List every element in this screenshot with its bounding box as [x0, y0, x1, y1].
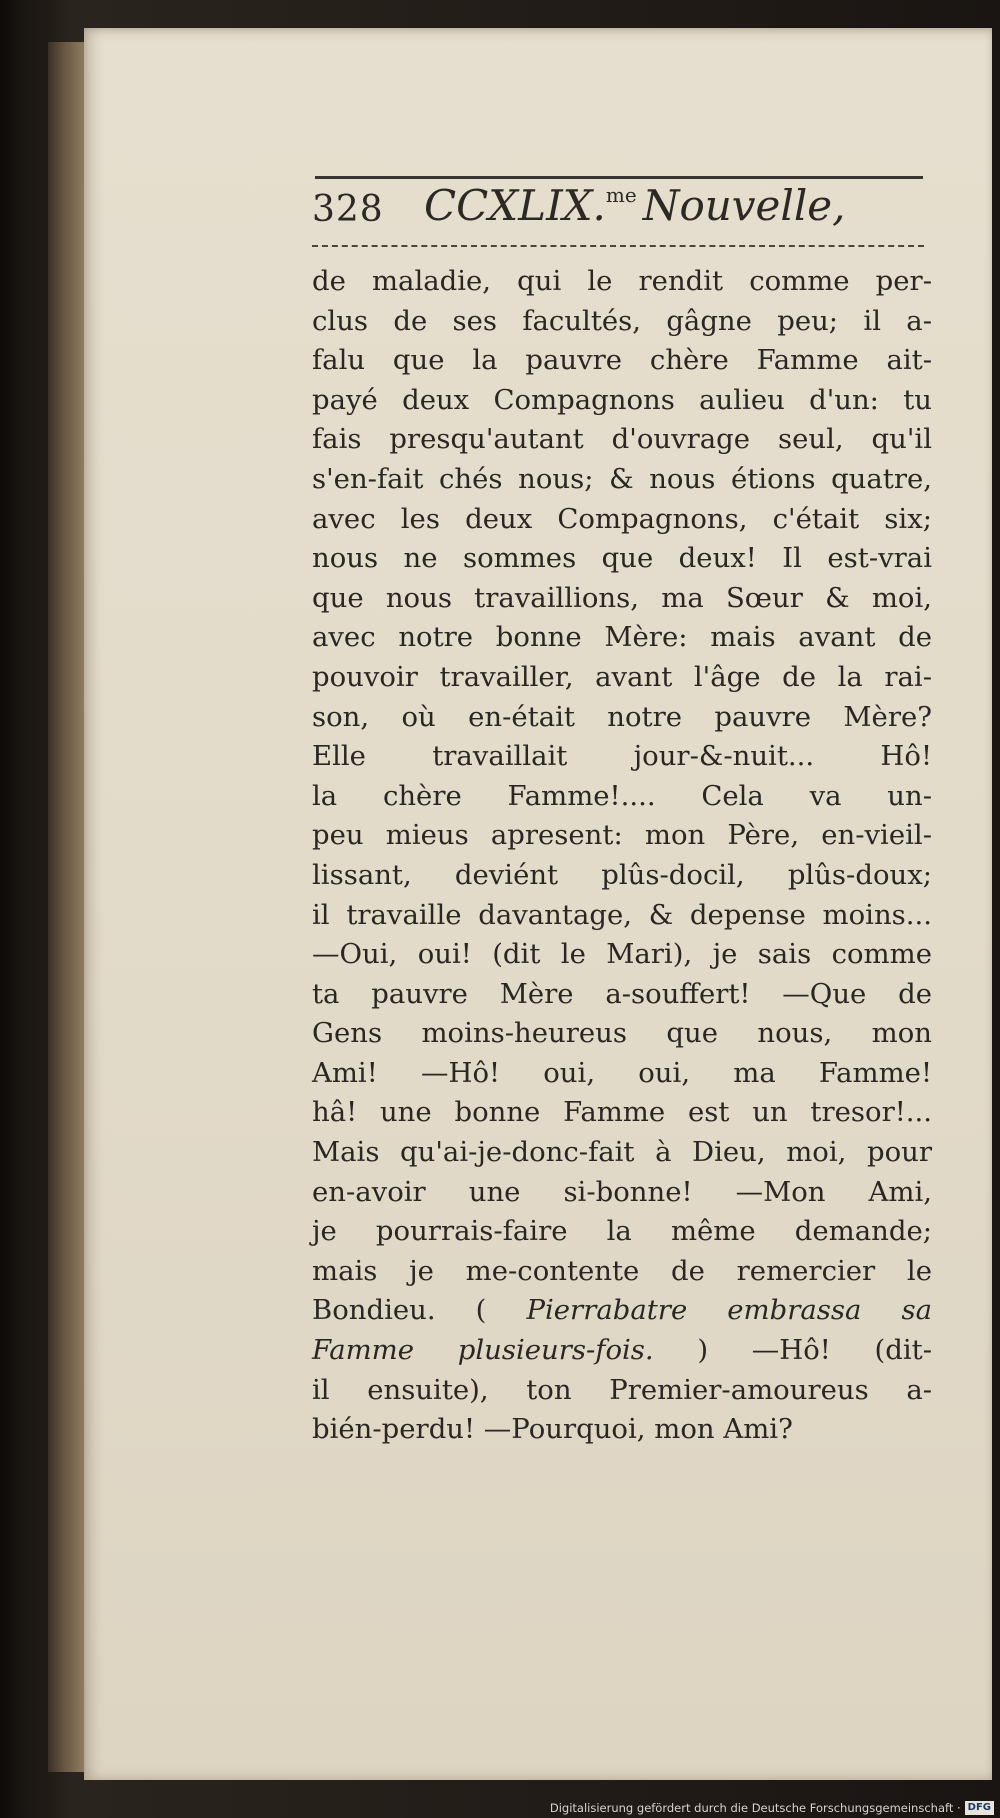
- page-number: 328: [312, 189, 384, 230]
- dfg-logo: DFG: [965, 1801, 994, 1815]
- text-line: hâ! une bonne Famme est un tresor!...: [312, 1096, 932, 1129]
- text-line: il travaille davantage, & depense moins...: [312, 898, 932, 931]
- text-line: son, où en-était notre pauvre Mère?: [312, 700, 932, 733]
- text-line: —Oui, oui! (dit le Mari), je sais comme: [312, 938, 932, 971]
- text-line-mixed: [312, 1331, 932, 1371]
- text-line: Ami! —Hô! oui, oui, ma Famme!: [312, 1056, 932, 1089]
- text-line: lissant, deviént plûs-docil, plûs-doux;: [312, 858, 932, 891]
- text-line: que nous travaillions, ma Sœur & moi,: [312, 581, 932, 614]
- text-line: en-avoir une si-bonne! —Mon Ami,: [312, 1175, 932, 1208]
- text-segment: Bondieu. (: [312, 1294, 487, 1327]
- text-line: Elle travaillait jour-&-nuit... Hô!: [312, 740, 932, 773]
- text-line: de maladie, qui le rendit comme per-: [312, 265, 932, 297]
- text-line: peu mieus apresent: mon Père, en-vieil-: [312, 819, 932, 852]
- text-line: clus de ses facultés, gâgne peu; il a-: [312, 304, 932, 337]
- body-text: [312, 262, 932, 1450]
- text-line: bién-perdu! —Pourquoi, mon Ami?: [312, 1413, 793, 1446]
- text-line: avec les deux Compagnons, c'était six;: [312, 502, 932, 535]
- running-title-superscript: me: [605, 183, 637, 207]
- header-rule-bottom: [312, 245, 924, 247]
- digitization-credit: [550, 1800, 994, 1816]
- text-line: la chère Famme!.... Cela va un-: [312, 779, 932, 812]
- text-line: fais presqu'autant d'ouvrage seul, qu'il: [312, 423, 932, 456]
- text-line: je pourrais-faire la même demande;: [312, 1215, 932, 1248]
- text-line: ta pauvre Mère a-souffert! —Que de: [312, 977, 932, 1010]
- text-line: falu que la pauvre chère Famme ait-: [312, 344, 932, 377]
- header-rule-top: [315, 176, 923, 179]
- text-line: Gens moins-heureus que nous, mon: [312, 1017, 932, 1050]
- text-segment-italic: Pierrabatre embrassa sa: [526, 1294, 932, 1327]
- text-segment-italic: Famme plusieurs-fois.: [312, 1334, 654, 1367]
- text-line: nous ne sommes que deux! Il est-vrai: [312, 542, 932, 575]
- credit-text: Digitalisierung gefördert durch die Deutsche Forschungsgemeinschaft ·: [549, 1801, 961, 1815]
- running-title-numeral: CCXLIX.: [424, 181, 606, 230]
- text-line: payé deux Compagnons aulieu d'un: tu: [312, 383, 932, 416]
- text-line: mais je me-contente de remercier le: [312, 1254, 932, 1287]
- text-line: Mais qu'ai-je-donc-fait à Dieu, moi, pour: [312, 1136, 932, 1169]
- running-title: [424, 181, 845, 230]
- running-title-suffix: Nouvelle,: [642, 181, 846, 230]
- text-line-mixed: [312, 1291, 932, 1331]
- running-head: [312, 181, 924, 241]
- text-line: il ensuite), ton Premier-amoureus a-: [312, 1373, 932, 1406]
- text-line: s'en-fait chés nous; & nous étions quatre,: [312, 462, 932, 495]
- text-line: pouvoir travailler, avant l'âge de la rai-: [312, 660, 932, 693]
- text-line: avec notre bonne Mère: mais avant de: [312, 621, 932, 654]
- text-segment: ) —Hô! (dit-: [697, 1334, 932, 1367]
